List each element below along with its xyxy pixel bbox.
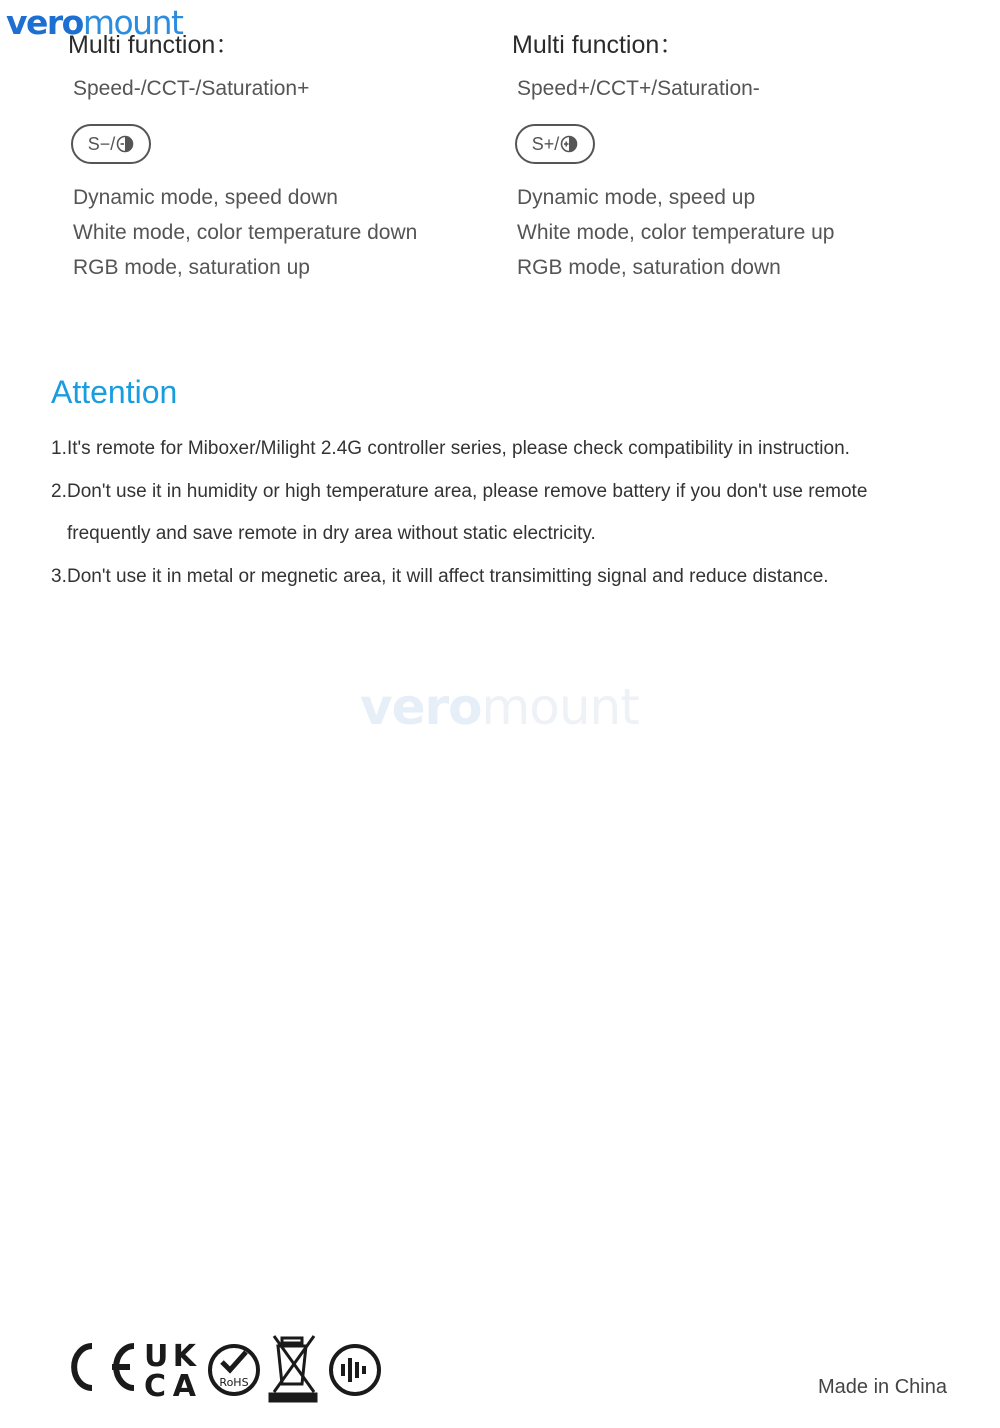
logo-part-mount: mount xyxy=(82,3,183,42)
s-plus-button-illustration xyxy=(515,124,595,164)
multi-function-right xyxy=(512,28,932,285)
logo-part-vero: vero xyxy=(6,3,83,42)
s-minus-label: S−/ xyxy=(87,133,116,154)
multi-function-list xyxy=(517,180,932,285)
multi-function-left xyxy=(68,28,488,285)
half-moon-minus-icon xyxy=(116,135,134,153)
ukca-ca-text: CA xyxy=(144,1369,196,1404)
attention-list xyxy=(51,428,951,598)
multi-function-subtitle: Speed-/CCT-/Saturation+ xyxy=(73,77,310,100)
brand-watermark xyxy=(360,678,639,736)
item-text: Don't use it in humidity or high temperature area, please remove battery if you don't use remote xyxy=(67,480,868,502)
list-item: Dynamic mode, speed down xyxy=(73,186,338,209)
rohs-text: RoHS xyxy=(219,1376,249,1389)
item-text: Don't use it in metal or megnetic area, it will affect transimitting signal and reduce distance. xyxy=(67,565,829,587)
certification-marks xyxy=(64,1332,394,1404)
attention-item xyxy=(51,556,951,599)
list-item: White mode, color temperature down xyxy=(73,221,418,244)
weee-bin-icon xyxy=(270,1336,316,1401)
ce-mark-icon xyxy=(74,1346,134,1388)
rohs-mark-icon xyxy=(210,1346,258,1394)
attention-item xyxy=(51,471,951,514)
multi-function-subtitle: Speed+/CCT+/Saturation- xyxy=(517,77,760,100)
half-moon-plus-icon xyxy=(560,135,578,153)
multi-function-title: Multi function： xyxy=(68,31,241,59)
s-plus-label: S+/ xyxy=(531,133,560,154)
list-item: White mode, color temperature up xyxy=(517,221,835,244)
multi-function-list xyxy=(73,180,488,285)
ukca-uk-text: UK xyxy=(144,1339,196,1374)
s-minus-button-illustration xyxy=(71,124,151,164)
watermark-part-vero: vero xyxy=(360,678,482,736)
watermark-part-mount: mount xyxy=(481,678,639,736)
attention-item xyxy=(51,428,951,471)
ukca-mark-icon xyxy=(144,1339,198,1404)
list-item: Dynamic mode, speed up xyxy=(517,186,756,209)
item-number: 3. xyxy=(51,565,67,587)
made-in-label: Made in China xyxy=(818,1376,947,1398)
list-item: RGB mode, saturation down xyxy=(517,256,781,279)
sound-wave-icon xyxy=(331,1346,379,1394)
attention-item xyxy=(51,513,951,556)
item-number: 2. xyxy=(51,480,67,502)
item-text: It's remote for Miboxer/Milight 2.4G controller series, please check compatibility in instruction. xyxy=(67,438,850,459)
list-item: RGB mode, saturation up xyxy=(73,256,310,279)
multi-function-title: Multi function： xyxy=(512,31,685,59)
item-number: 1. xyxy=(51,438,67,459)
attention-heading: Attention xyxy=(51,374,178,410)
item-text: frequently and save remote in dry area without static electricity. xyxy=(67,523,596,544)
